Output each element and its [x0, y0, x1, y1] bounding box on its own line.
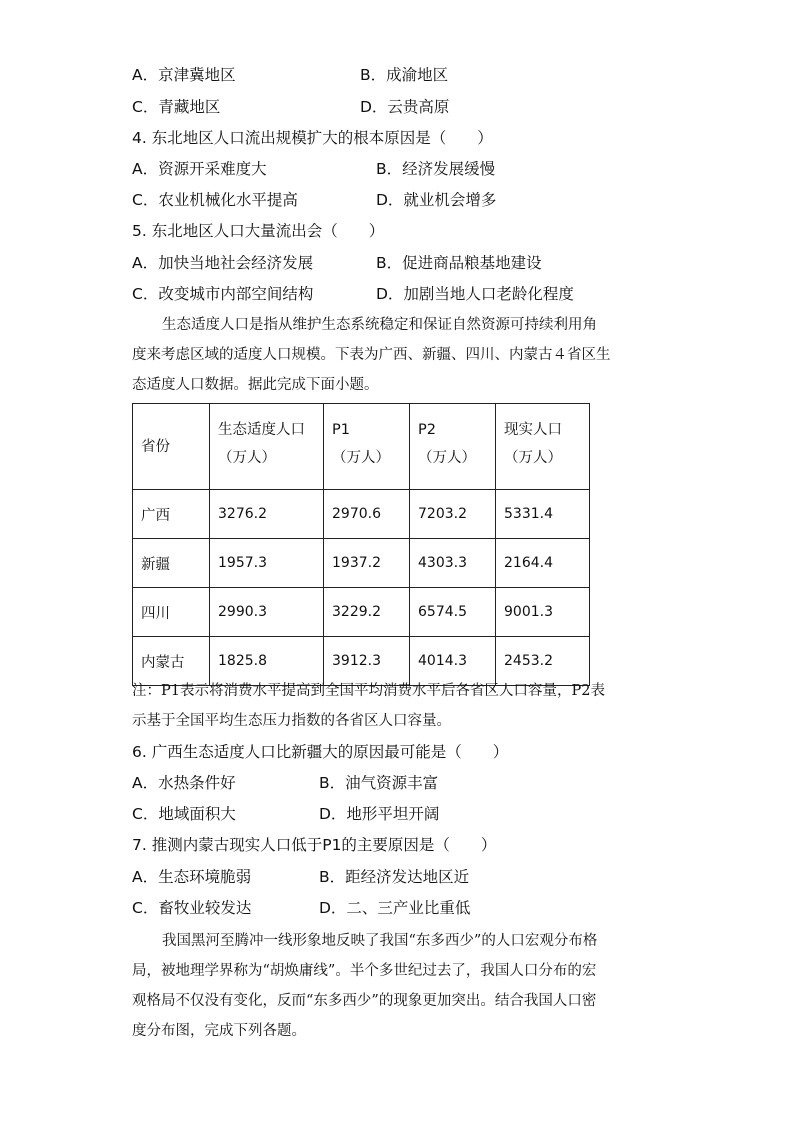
- table-cell: 四川: [133, 588, 210, 637]
- note-line2: 示基于全国平均生态压力指数的各省区人口容量。: [132, 713, 451, 729]
- table-cell: 2164.4: [496, 539, 590, 588]
- q7-option-c: C．畜牧业较发达: [132, 899, 252, 917]
- q5-option-c: C．改变城市内部空间结构: [132, 285, 314, 303]
- q7-option-b: B．距经济发达地区近: [319, 868, 470, 886]
- table-cell: 1825.8: [210, 637, 324, 686]
- table-cell: 7203.2: [410, 490, 496, 539]
- table-cell: 内蒙古: [133, 637, 210, 686]
- table-row: [133, 637, 590, 686]
- q6-option-b: B．油气资源丰富: [319, 774, 439, 792]
- q3-option-b: B．成渝地区: [360, 66, 449, 84]
- q3-option-c: C．青藏地区: [132, 98, 221, 116]
- q5-stem: 5. 东北地区人口大量流出会（ ）: [132, 222, 385, 240]
- table-cell: 1957.3: [210, 539, 324, 588]
- q5-option-b: B．促进商品粮基地建设: [376, 254, 542, 272]
- header-p1: P1 （万人）: [324, 404, 410, 490]
- q5-option-d: D．加剧当地人口老龄化程度: [376, 285, 574, 303]
- table-cell: 2970.6: [324, 490, 410, 539]
- table-cell: 6574.5: [410, 588, 496, 637]
- table-cell: 5331.4: [496, 490, 590, 539]
- q6-stem: 6. 广西生态适度人口比新疆大的原因最可能是（ ）: [132, 743, 509, 761]
- table-cell: 广西: [133, 490, 210, 539]
- q4-option-a: A．资源开采难度大: [132, 160, 267, 178]
- passage2-line4: 度分布图，完成下列各题。: [132, 1023, 306, 1039]
- table-cell: 4303.3: [410, 539, 496, 588]
- table-row: [133, 490, 590, 539]
- q4-option-d: D．就业机会增多: [376, 191, 497, 209]
- q7-option-a: A．生态环境脆弱: [132, 868, 252, 886]
- passage1-line3: 态适度人口数据。据此完成下面小题。: [132, 377, 379, 393]
- q7-stem: 7. 推测内蒙古现实人口低于P1的主要原因是（ ）: [132, 836, 497, 854]
- table-cell: 3229.2: [324, 588, 410, 637]
- table-cell: 4014.3: [410, 637, 496, 686]
- q6-option-d: D．地形平坦开阔: [319, 805, 440, 823]
- q7-option-d: D．二、三产业比重低: [319, 899, 471, 917]
- q6-option-c: C．地域面积大: [132, 805, 236, 823]
- table-cell: 2990.3: [210, 588, 324, 637]
- table-cell: 9001.3: [496, 588, 590, 637]
- q4-stem: 4. 东北地区人口流出规模扩大的根本原因是（ ）: [132, 129, 493, 147]
- header-actual-population: 现实人口 （万人）: [496, 404, 590, 490]
- passage2-line2: 局，被地理学界称为“胡焕庸线”。半个多世纪过去了，我国人口分布的宏: [132, 963, 597, 979]
- table-row: [133, 539, 590, 588]
- header-eco-population: 生态适度人口 （万人）: [210, 404, 324, 490]
- passage1-line2: 度来考虑区域的适度人口规模。下表为广西、新疆、四川、内蒙古４省区生: [132, 347, 611, 363]
- table-cell: 3912.3: [324, 637, 410, 686]
- q3-option-d: D．云贵高原: [360, 98, 450, 116]
- header-p2: P2 （万人）: [410, 404, 496, 490]
- passage1-line1: 生态适度人口是指从维护生态系统稳定和保证自然资源可持续利用角: [162, 317, 597, 333]
- passage2-line1: 我国黑河至腾冲一线形象地反映了我国“东多西少”的人口宏观分布格: [162, 933, 598, 949]
- q5-option-a: A．加快当地社会经济发展: [132, 254, 314, 272]
- table-header-row: [133, 404, 590, 490]
- population-table: [132, 403, 590, 686]
- table-row: [133, 588, 590, 637]
- table-cell: 2453.2: [496, 637, 590, 686]
- q4-option-b: B．经济发展缓慢: [376, 160, 496, 178]
- passage2-line3: 观格局不仅没有变化，反而“东多西少”的现象更加突出。结合我国人口密: [132, 993, 597, 1009]
- q6-option-a: A．水热条件好: [132, 774, 236, 792]
- q3-option-a: A．京津冀地区: [132, 66, 236, 84]
- table-cell: 3276.2: [210, 490, 324, 539]
- q4-option-c: C．农业机械化水平提高: [132, 191, 298, 209]
- note-line1: 注：P1表示将消费水平提高到全国平均消费水平后各省区人口容量，P2表: [132, 683, 605, 699]
- header-province: 省份: [133, 404, 210, 490]
- table-cell: 1937.2: [324, 539, 410, 588]
- table-cell: 新疆: [133, 539, 210, 588]
